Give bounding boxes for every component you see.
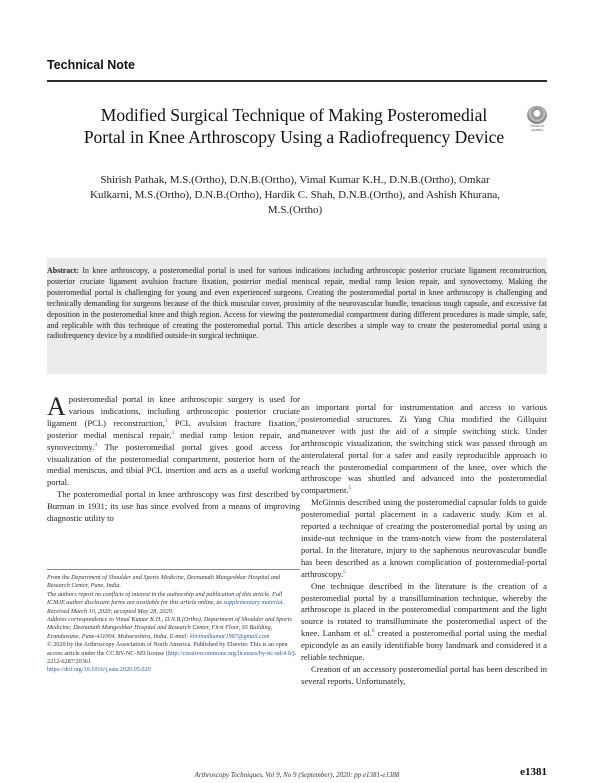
supplementary-material-link[interactable]: supplementary material bbox=[223, 599, 283, 607]
body-text: posterior medial meniscal repair, bbox=[47, 429, 172, 440]
check-for-updates-badge[interactable] bbox=[526, 106, 548, 132]
citation-link[interactable]: 5 bbox=[348, 485, 352, 492]
disclosure-note: The authors report no conflicts of interest in the authorship and publication of this article. Full ICMJE author disclosure forms are available for this article online, as supplementary material. bbox=[47, 590, 285, 607]
page-number: e1381 bbox=[520, 766, 547, 778]
section-label: Technical Note bbox=[47, 58, 135, 72]
check-for-updates-label: Check for updates bbox=[529, 124, 545, 132]
body-paragraph: an important portal for instrumentation and access to various posteromedial structures. Zi Yang Chia modified the Gillquist maneuver with just the aid of a simple switching stick. Under arthroscopic visualization, the switching stick was passed through an anterolateral portal for a safer and easily reproducible approach to reach the posteromedial compartment of the knee, over which the arthroscope was shuttled and advanced into the posteromedial compartment.$^5$ bbox=[301, 402, 547, 496]
issn: 2212-6287/20361 bbox=[47, 658, 91, 666]
abstract-text: In knee arthroscopy, a posteromedial portal is used for various indications including arthroscopic posterior cruciate ligament reconstruction, posterior cruciate ligament avulsion fracture fixation, posterior medial meniscal repair, medial ramp lesion repair, and synovectomy. Making the posteromedial portal is challenging for young and even experienced surgeons. Creating the posteromedial portal in knee arthroscopy is challenging and technically demanding for surgeons because of the thick muscular cover, proximity of the neurovascular bundle, tenacious tough capsule, and excessive fat deposition in the posteromedial knee and thigh region. Access for viewing the posteromedial compartment during different procedures is made simple, safe, and replicable with this technique of creating the posteromedial portal. This article describes a simple way to create the posteromedial portal using a radiofrequency device by a modified outside-in surgical technique. bbox=[47, 266, 547, 341]
author-list: Shirish Pathak, M.S.(Ortho), D.N.B.(Ortho), Vimal Kumar K.H., D.N.B.(Ortho), Omkar Kulkarni, M.S.(Ortho), D.N.B.(Ortho), Hardik C. Shah, D.N.B.(Ortho), and Ashish Khurana, M.S.(Ortho) bbox=[90, 174, 501, 216]
drop-cap: A bbox=[47, 392, 66, 421]
abstract bbox=[47, 266, 547, 342]
citation-link[interactable]: 3 bbox=[171, 429, 175, 436]
body-column-right bbox=[301, 402, 547, 688]
received-note: Received March 10, 2020; accepted May 28, 2020. bbox=[47, 607, 174, 615]
citation-link[interactable]: 4 bbox=[94, 441, 98, 448]
body-text: PCL avulsion fracture fixation, bbox=[167, 417, 298, 428]
citation-link[interactable]: 2 bbox=[297, 417, 300, 424]
journal-citation: Arthroscopy Techniques, Vol 9, No 9 (September), 2020: pp e1381-e1388 bbox=[194, 771, 400, 779]
header-rule bbox=[47, 80, 547, 82]
copyright-note: © 2020 by the Arthroscopy Association of North America. Published by Elsevier. This is an open access article under the CC BY-NC-ND license (http://creativecommons.org/licenses/by-nc-nd/4.0/). bbox=[47, 641, 297, 657]
affiliation-note: From the Department of Shoulder and Sports Medicine, Deenanath Mangeshkar Hospital and Research Center, Pune, India. bbox=[47, 574, 281, 590]
body-column-left bbox=[47, 394, 300, 525]
body-paragraph: Creation of an accessory posteromedial portal has been described in several reports. Unfortunately, bbox=[301, 663, 547, 686]
check-for-updates-icon bbox=[527, 106, 547, 124]
citation-link[interactable]: 1 bbox=[164, 417, 168, 424]
footnotes bbox=[47, 574, 300, 675]
doi-link[interactable]: https://doi.org/10.1016/j.eats.2020.05.020 bbox=[47, 666, 151, 674]
body-paragraph: McGinnis described using the posteromedial capsular folds to guide posteromedial portal placement in a cadaveric study. Kim et al. reported a technique of creating the posteromedial portal by using an inside-out technique in the trans-notch view from the posterolateral portal. In the literature, injury to the saphenous neurovascular bundle has been described as a known complication of posteromedial-portal arthroscopy.$^5$ bbox=[301, 497, 547, 579]
body-paragraph: One technique described in the literature is the creation of a posteromedial portal by a transillumination technique, whereby the arthroscope is placed in the posteromedial compartment and the light source is rotated to transilluminate the posteromedial aspect of the knee. Lanham et al.$^6$ created a posteromedial portal using the medial epicondyle as an easily identifiable bony landmark and considered it a reliable technique. bbox=[301, 580, 547, 663]
email-link[interactable]: khvimalkumar1987@gmail.com bbox=[190, 632, 270, 640]
citation-link[interactable]: 5 bbox=[343, 568, 346, 575]
intro-paragraph bbox=[47, 394, 300, 489]
article-title: Modified Surgical Technique of Making Posteromedial Portal in Knee Arthroscopy Using a Radiofrequency Device bbox=[83, 105, 505, 147]
license-link[interactable]: http://creativecommons.org/licenses/by-nc-nd/4.0/ bbox=[167, 649, 293, 657]
body-paragraph: The posteromedial portal in knee arthroscopy was first described by Burman in 1931; its use has since evolved from a means of improving diagnostic utility to bbox=[47, 489, 300, 524]
abstract-label: Abstract: bbox=[47, 266, 79, 275]
citation-link[interactable]: 6 bbox=[371, 628, 375, 635]
correspondence-note: Address correspondence to Vimal Kumar K.H., D.N.B.(Ortho), Department of Shoulder and Sports Medicine, Deenanath Mangeshkar Hospital and Research Center, First Floor, SS Building, Erandawane, Pune-411004, Maharashtra, India. E-mail: khvimalkumar1987@gmail.com bbox=[47, 616, 292, 640]
body-text: The posteromedial portal gives good access for visualization of the posteromedial compartment, posterior horn of the medial meniscus, and tibial PCL insertion and acts as a useful working portal. bbox=[47, 441, 300, 488]
body-text: medial ramp lesion repair, and synovectomy. bbox=[47, 429, 300, 452]
body-text: posteromedial portal in knee arthroscopic surgery is used for various indications, including arthroscopic posterior cruciate ligament (PCL) reconstruction, bbox=[47, 394, 300, 428]
footnote-rule bbox=[47, 569, 300, 570]
